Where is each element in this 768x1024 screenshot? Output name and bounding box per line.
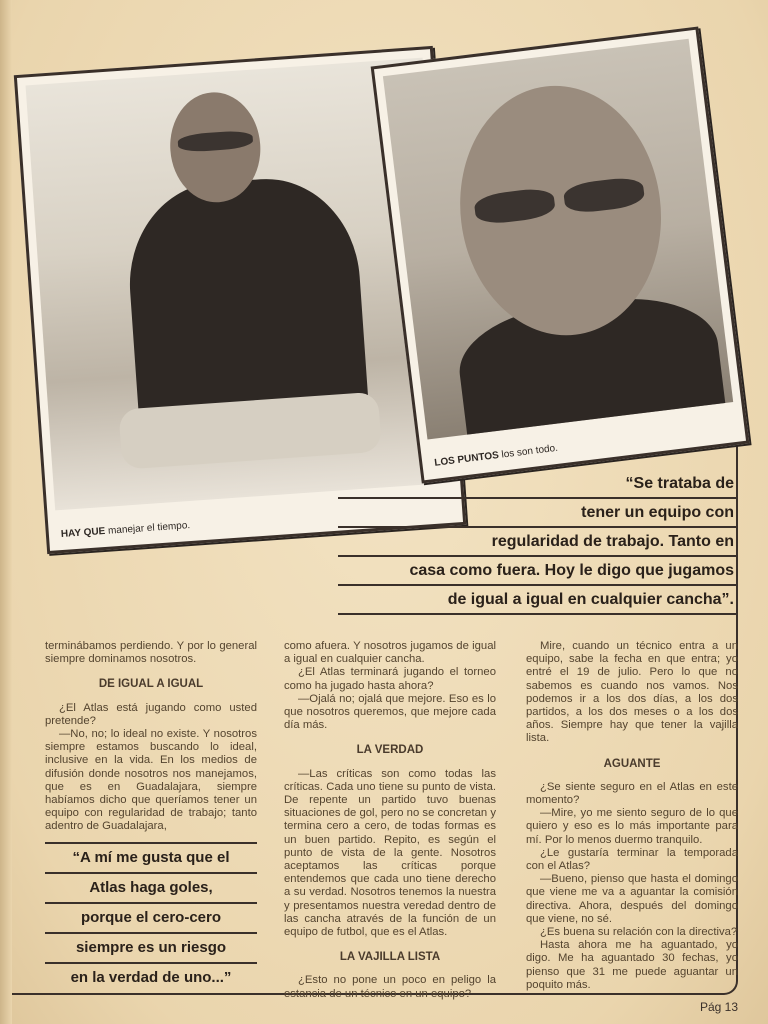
paragraph: ¿Se siente seguro en el Atlas en este momento? [526,780,738,807]
pull-quote-right [338,470,738,615]
quote-line: “Se trataba de [338,470,738,499]
pull-quote-left [45,842,257,992]
paragraph: —Ojalá no; ojalá que mejore. Eso es lo que nosotros queremos, que mejore cada día más. [284,692,496,732]
photo-image [383,39,733,440]
paragraph: —Las críticas son como todas las críticas. Cada uno tiene su punto de vista. De repente un partido tuvo buenas situaciones de gol, pero no se concretan y termina cero a cero, de todas formas es un buen partido. Repito, es según el punto de vista de la gente. Nosotros aceptamos las críticas porque entendemos que cada uno tiene derecho a su verdad. Nosotros tenemos la nuestra y presentamos nuestra veredad dentro de las cancha através de la función de un equipo de futbol, que es el Atlas. [284,767,496,939]
page-number: Pág 13 [699,1000,738,1014]
quote-line: regularidad de trabajo. Tanto en [338,528,738,557]
article-column-3 [526,640,738,992]
photo-caption: HAY QUE manejar el tiempo. [60,520,191,541]
subheading: AGUANTE [603,757,661,770]
paragraph: ¿El Atlas está jugando como usted pretende? [45,701,257,727]
photo-man-closeup [371,26,750,483]
paragraph: ¿Esto no pone un poco en peligo la estancia de un técnico en un equipo? [284,974,496,1000]
article-column-2 [284,640,496,1001]
subheading: LA VERDAD [356,744,424,757]
quote-line: Atlas haga goles, [45,872,257,902]
quote-line: casa como fuera. Hoy le digo que jugamos [338,557,738,586]
quote-line: siempre es un riesgo [45,932,257,962]
paragraph: terminábamos perdiendo. Y por lo general siempre dominamos nosotros. [45,640,257,666]
subheading: LA VAJILLA LISTA [339,951,441,964]
quote-line: en la verdad de uno...” [45,962,257,992]
paragraph: —No, no; lo ideal no existe. Y nosotros siempre estamos buscando lo ideal, inclusive en la vida. En los medios de difusión donde nosotros nos manejamos, que es en Guadalajara, siempre habíamos dicho que queríamos tener un equipo con regularidad de trabajo; tanto adentro de Guadalajara, [45,728,257,833]
paragraph: como afuera. Y nosotros jugamos de igual a igual en cualquier cancha. [284,640,496,666]
quote-line: tener un equipo con [338,499,738,528]
paragraph: Mire, cuando un técnico entra a un equipo, sabe la fecha en que entra; yo entré el 19 de julio. Pero lo que no sabemos es cuando nos vamos. Nos podemos ir a los dos días, a los dos partidos, a los dos meses o a los dos años. Siempre hay que tener la vajilla lista. [526,640,738,745]
paragraph: —Mire, yo me siento seguro de lo que quiero y eso es lo más importante para mí. Por lo menos duermo tranquilo. [526,807,738,846]
paragraph: —Bueno, pienso que hasta el domingo que viene me va a aguantar la comisión directiva. Ahora, después del domingo que viene, no sé. [526,873,738,925]
paragraph: Hasta ahora me ha aguantado, yo digo. Me ha aguantado 30 fechas, yo pienso que 31 me puede aguantar un poquito más. [526,939,738,991]
paragraph: ¿El Atlas terminará jugando el torneo como ha jugado hasta ahora? [284,666,496,692]
subheading: DE IGUAL A IGUAL [98,678,204,691]
paragraph: ¿Le gustaría terminar la temporada con el Atlas? [526,846,738,873]
article-column-1 [45,640,257,834]
photo-caption: LOS PUNTOS los son todo. [433,442,559,469]
quote-line: de igual a igual en cualquier cancha”. [338,586,738,615]
quote-line: porque el cero-cero [45,902,257,932]
quote-line: “A mí me gusta que el [45,842,257,872]
page-spine [0,0,12,1024]
paragraph: ¿Es buena su relación con la directiva? [540,926,738,939]
